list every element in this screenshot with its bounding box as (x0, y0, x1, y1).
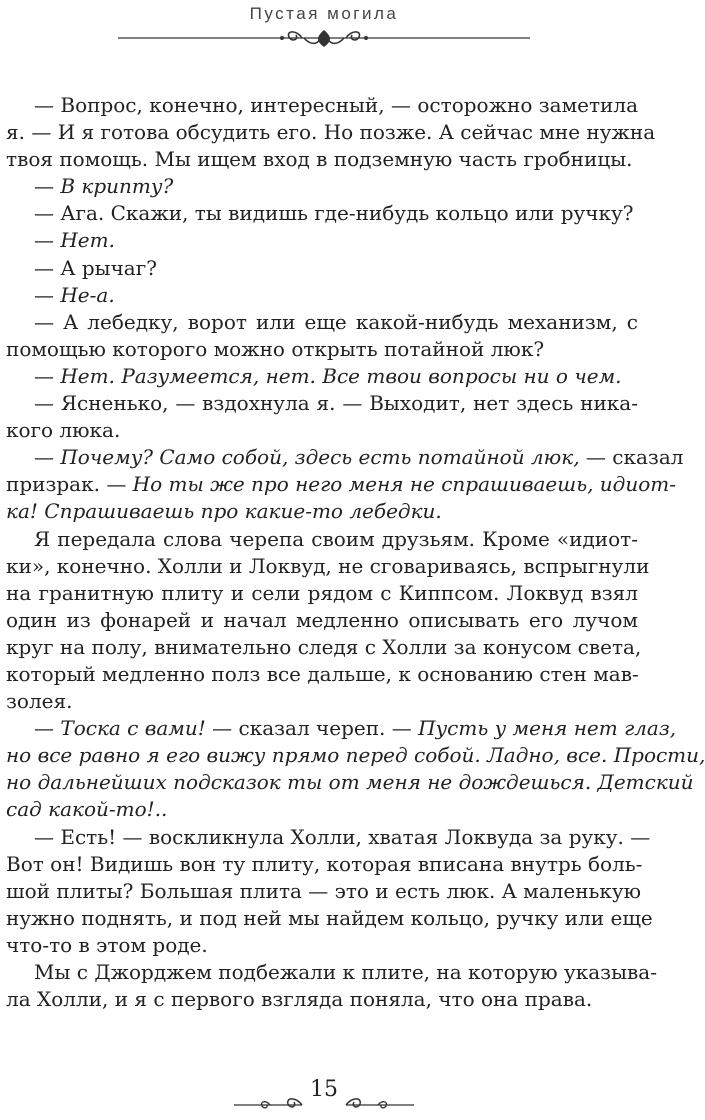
text-line (6, 769, 694, 796)
text-run: который медленно полз все дальше, к основанию стен мав- (6, 661, 639, 686)
italic-text-run: В крипту? (60, 174, 174, 199)
text-run: — А лебедку, ворот или еще какой-нибудь механизм, с (34, 309, 638, 334)
text-line (6, 553, 650, 580)
italic-text-run: Тоска с вами! (60, 716, 206, 741)
italic-text-run: Нет. (60, 228, 115, 253)
text-line (6, 607, 638, 634)
italic-text-run: Почему? Само собой, здесь есть потайной люк, (60, 445, 580, 470)
text-run: — Ага. Скажи, ты видишь где-нибудь кольцо или ручку? (34, 201, 634, 226)
text-line (6, 363, 638, 390)
text-line (6, 742, 705, 769)
italic-text-run: ка! Спрашиваешь про какие-то лебедки. (6, 499, 442, 524)
text-line (6, 146, 638, 173)
text-line (6, 824, 651, 851)
text-run: призрак. — (6, 472, 133, 497)
text-line (6, 715, 677, 742)
text-line (6, 526, 638, 553)
text-line (6, 905, 653, 932)
text-line (6, 580, 638, 607)
text-run: что-то в этом роде. (6, 932, 208, 957)
italic-text-run: сад какой-то!.. (6, 797, 168, 822)
text-line (6, 932, 638, 959)
italic-text-run: Нет. Разумеется, нет. Все твои вопросы ни о чем. (60, 363, 622, 388)
header-ornament (116, 27, 532, 49)
text-run: один из фонарей и начал медленно описывать его лучом (6, 607, 638, 632)
text-line (6, 282, 638, 309)
text-run: — (34, 174, 61, 199)
italic-text-run: но все равно я его вижу прямо перед собой. Ладно, все. Прости, (6, 743, 705, 768)
text-line (6, 200, 638, 227)
page-number: 15 (310, 1077, 338, 1102)
text-run: помощью которого можно открыть потайной люк? (6, 336, 545, 361)
text-run: нужно поднять, и под ней мы найдем кольцо, ручку или еще (6, 905, 653, 930)
text-line (6, 851, 643, 878)
text-line (6, 796, 638, 823)
text-run: Вот он! Видишь вон ту плиту, которая вписана внутрь боль- (6, 851, 643, 876)
text-line (6, 959, 657, 986)
italic-text-run: Но ты же про него меня не спрашиваешь, идиот- (132, 472, 676, 497)
text-run: — (34, 716, 61, 741)
text-line (6, 986, 638, 1013)
text-run: — Вопрос, конечно, интересный, — осторожно заметила (34, 93, 638, 117)
text-line (6, 688, 638, 715)
text-line (6, 92, 638, 119)
text-line (6, 878, 642, 905)
text-run: — сказал череп. — (205, 716, 419, 741)
text-line (6, 471, 676, 498)
text-run: на гранитную плиту и сели рядом с Киппсом. Локвуд взял (6, 580, 638, 605)
text-line (6, 417, 638, 444)
text-run: Мы с Джорджем подбежали к плите, на которую указыва- (34, 960, 657, 984)
text-run: я. — И я готова обсудить его. Но позже. А сейчас мне нужна (6, 120, 656, 145)
text-run: — (34, 282, 61, 307)
body-text (6, 92, 705, 1013)
italic-text-run: Не-а. (60, 282, 115, 307)
text-line (6, 227, 638, 254)
text-run: твоя помощь. Мы ищем вход в подземную часть гробницы. (6, 147, 633, 172)
italic-text-run: но дальнейших подсказок ты от меня не дождешься. Детский (6, 770, 694, 795)
text-line (6, 309, 638, 336)
text-line (6, 444, 684, 471)
text-run: — сказал (579, 445, 684, 470)
running-title: Пустая могила (249, 4, 399, 23)
text-run: ки», конечно. Холли и Локвуд, не сговариваясь, вспрыгнули (6, 553, 650, 578)
text-run: ла Холли, и я с первого взгляда поняла, что она права. (6, 987, 593, 1012)
text-line (6, 634, 642, 661)
text-run: круг на полу, внимательно следя с Холли за конусом света, (6, 634, 642, 659)
text-run: — (34, 363, 61, 388)
text-line (6, 336, 638, 363)
text-run: — Ясненько, — вздохнула я. — Выходит, нет здесь ника- (34, 391, 638, 416)
text-run: шой плиты? Большая плита — это и есть люк. А маленькую (6, 878, 642, 903)
text-run: золея. (6, 689, 73, 714)
text-run: — Есть! — воскликнула Холли, хватая Локвуда за руку. — (34, 824, 651, 849)
text-line (6, 390, 638, 417)
text-run: кого люка. (6, 418, 121, 443)
text-line (6, 498, 638, 525)
italic-text-run: Пусть у меня нет глаз, (418, 716, 677, 741)
text-run: — (34, 228, 61, 253)
text-run: — А рычаг? (34, 255, 157, 280)
text-run: Я передала слова черепа своим друзьям. Кроме «идиот- (34, 526, 638, 551)
text-line (6, 119, 656, 146)
text-line (6, 255, 638, 282)
text-line (6, 661, 638, 688)
text-line (6, 173, 638, 200)
text-run: — (34, 445, 61, 470)
